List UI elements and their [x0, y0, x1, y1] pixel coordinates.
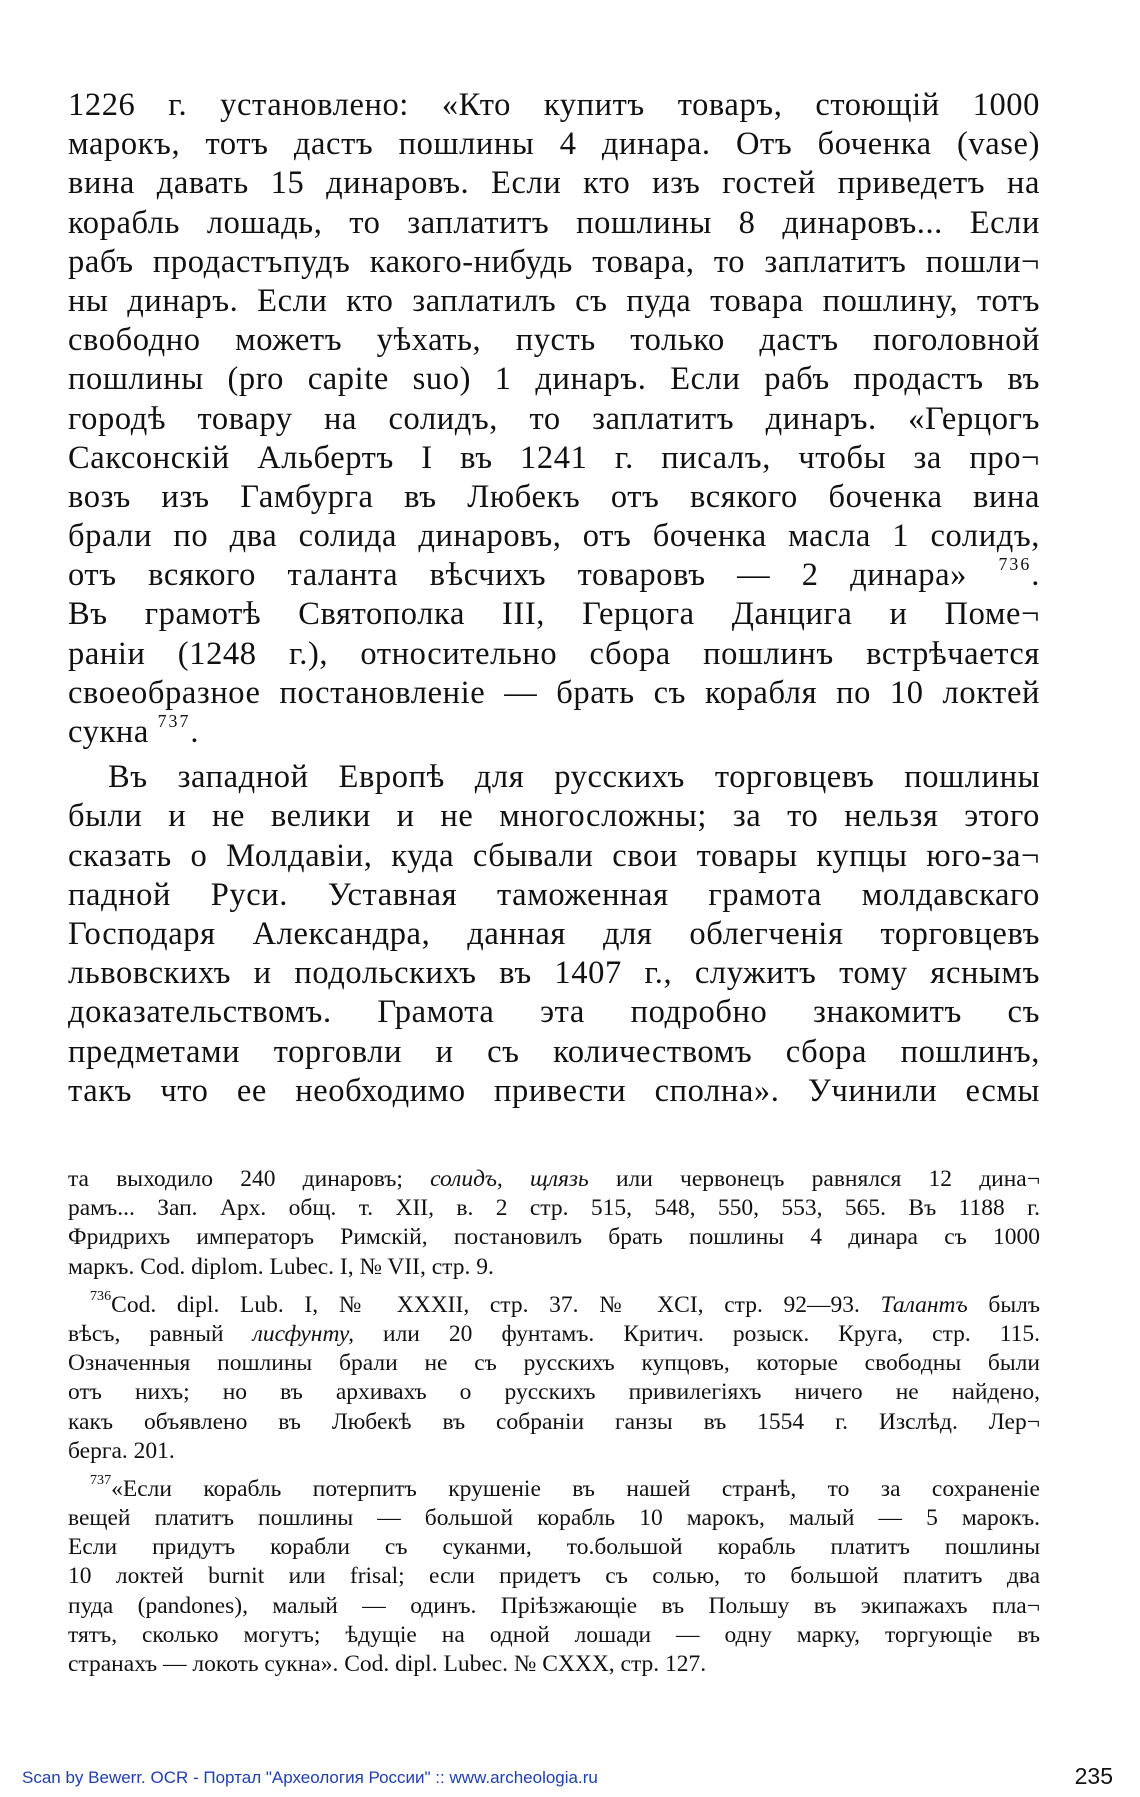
- footnote-number: 736: [90, 1287, 112, 1304]
- text-line: вина давать 15 динаровъ. Если кто изъ гостей приведетъ на: [68, 165, 1040, 202]
- text-line: пошлины (pro capite suo) 1 динаръ. Если рабъ продастъ въ: [68, 361, 1040, 398]
- page-number: 235: [1074, 1763, 1113, 1789]
- text-line: были и не велики и не многосложны; за то нельзя этого: [68, 798, 1040, 835]
- footnote-line: [68, 1165, 1040, 1194]
- text-line: свободно можетъ уѣхать, пусть только дастъ поголовной: [68, 322, 1040, 359]
- footnote-line: вещей платитъ пошлины — большой корабль 10 марокъ, малый — 5 марокъ.: [68, 1505, 1040, 1532]
- text-line: 1226 г. установлено: «Кто купитъ товаръ, стоющій 1000: [68, 87, 1040, 123]
- text-line: Въ западной Европѣ для русскихъ торговцевъ пошлины: [108, 759, 1040, 796]
- text-segment: вѣсъ, равный: [68, 1320, 253, 1347]
- text-line: Господаря Александра, данная для облегченія торговцевъ: [68, 915, 1040, 952]
- text-line: сказать о Молдавіи, куда сбывали свои товары купцы юго-за¬: [68, 837, 1040, 874]
- text-line: Саксонскій Альбертъ I въ 1241 г. писалъ, чтобы за про¬: [68, 439, 1040, 476]
- text-line: корабль лошадь, то заплатитъ пошлины 8 динаровъ... Если: [68, 204, 1040, 241]
- text-line: брали по два солида динаровъ, отъ боченка масла 1 солидъ,: [68, 518, 1040, 555]
- text-line: своеобразное постановленіе — брать съ корабля по 10 локтей: [68, 674, 1040, 711]
- text-line: падной Руси. Уставная таможенная грамота молдавскаго: [68, 876, 1040, 913]
- text-segment: .: [190, 714, 200, 750]
- italic-term: Талантъ: [880, 1291, 968, 1318]
- text-line: [68, 556, 1040, 595]
- text-segment: или червонецъ равнялся 12 дина¬: [588, 1166, 1040, 1192]
- footnotes: [68, 1165, 1040, 1679]
- text-line: такъ что ее необходимо привести сполна». Учинили есмы: [68, 1072, 1040, 1109]
- scan-credit-link[interactable]: Scan by Bewerr. OCR - Портал "Археология России" :: www.archeologia.ru: [22, 1768, 598, 1787]
- text-line: городѣ товару на солидъ, то заплатитъ динаръ. «Герцогъ: [68, 400, 1040, 437]
- italic-term: солидъ, щлязь: [430, 1166, 589, 1192]
- main-text: [68, 86, 1040, 1111]
- footnote-line: тятъ, сколько могутъ; ѣдущіе на одной лошади — одну марку, торгующіе въ: [68, 1621, 1040, 1648]
- footnote-line: Если придутъ корабли съ суканми, то.большой корабль платитъ пошлины: [68, 1534, 1040, 1561]
- footnote-line: рамъ... Зап. Арх. общ. т. XII, в. 2 стр. 515, 548, 550, 553, 565. Въ 1188 г.: [68, 1195, 1040, 1222]
- footnote-ref-737[interactable]: 737: [157, 710, 191, 731]
- footnote-number: 737: [90, 1471, 112, 1488]
- italic-term: лисфунту,: [252, 1320, 354, 1347]
- text-segment: «Если корабль потерпитъ крушеніе въ нашей странѣ, то за сохраненіе: [111, 1475, 1040, 1502]
- text-segment: отъ всякого таланта вѣсчихъ товаровъ — 2 динара»: [68, 557, 967, 594]
- text-segment: или 20 фунтамъ. Критич. розыск. Круга, стр. 115.: [353, 1320, 1040, 1347]
- text-segment: сукна: [68, 714, 149, 750]
- text-line: раніи (1248 г.), относительно сбора пошлинъ встрѣчается: [68, 635, 1040, 672]
- text-segment: былъ: [967, 1291, 1041, 1318]
- footnote-line: 10 локтей burnit или frisal; если придетъ съ солью, то большой платитъ два: [68, 1563, 1040, 1590]
- text-line: предметами торговли и съ количествомъ сбора пошлинъ,: [68, 1033, 1040, 1070]
- footnote-line: какъ объявлено въ Любекѣ въ собраніи ганзы въ 1554 г. Изслѣд. Лер¬: [68, 1408, 1040, 1435]
- footnote-ref-736[interactable]: 736: [998, 554, 1032, 575]
- footnote-line: странахъ — локоть сукна». Cod. dipl. Lubec. № CXXX, стр. 127.: [68, 1651, 707, 1677]
- text-line: доказательствомъ. Грамота эта подробно знакомитъ съ: [68, 994, 1040, 1031]
- text-line: рабъ продастъпудъ какого-нибудь товара, то заплатитъ пошли¬: [68, 243, 1040, 280]
- text-line: [68, 710, 1040, 752]
- text-line: возъ изъ Гамбурга въ Любекъ отъ всякого боченка вина: [68, 478, 1040, 515]
- footnote-736: [68, 1287, 1041, 1320]
- text-line: Въ грамотѣ Святополка III, Герцога Данцига и Поме¬: [68, 596, 1040, 633]
- text-segment: .: [1031, 557, 1041, 594]
- footnote-line: Означенныя пошлины брали не съ русскихъ купцовъ, которые свободны были: [68, 1350, 1040, 1377]
- text-line: львовскихъ и подольскихъ въ 1407 г., служитъ тому яснымъ: [68, 955, 1040, 992]
- footnote-line: Фридрихъ императоръ Римскій, постановилъ брать пошлины 4 динара съ 1000: [68, 1224, 1040, 1251]
- footnote-737: [68, 1471, 1040, 1504]
- text-line: ны динаръ. Если кто заплатилъ съ пуда товара пошлину, тотъ: [68, 282, 1040, 319]
- footnote-line: [68, 1320, 1040, 1349]
- footnote-line: берга. 201.: [68, 1437, 175, 1464]
- footnote-line: маркъ. Cod. diplom. Lubec. I, № VII, стр. 9.: [68, 1253, 494, 1280]
- footnote-line: отъ нихъ; но въ архивахъ о русскихъ привилегіяхъ ничего не найдено,: [68, 1379, 1040, 1406]
- footnote-line: пуда (pandones), малый — одинъ. Пріѣзжающіе въ Польшу въ экипажахъ пла¬: [68, 1592, 1040, 1619]
- text-segment: Cod. dipl. Lub. I, № XXXII, стр. 37. № XCI, стр. 92—93.: [111, 1291, 881, 1318]
- text-line: марокъ, тотъ дастъ пошлины 4 динара. Отъ боченка (vase): [68, 126, 1040, 163]
- text-segment: та выходило 240 динаровъ;: [68, 1166, 431, 1192]
